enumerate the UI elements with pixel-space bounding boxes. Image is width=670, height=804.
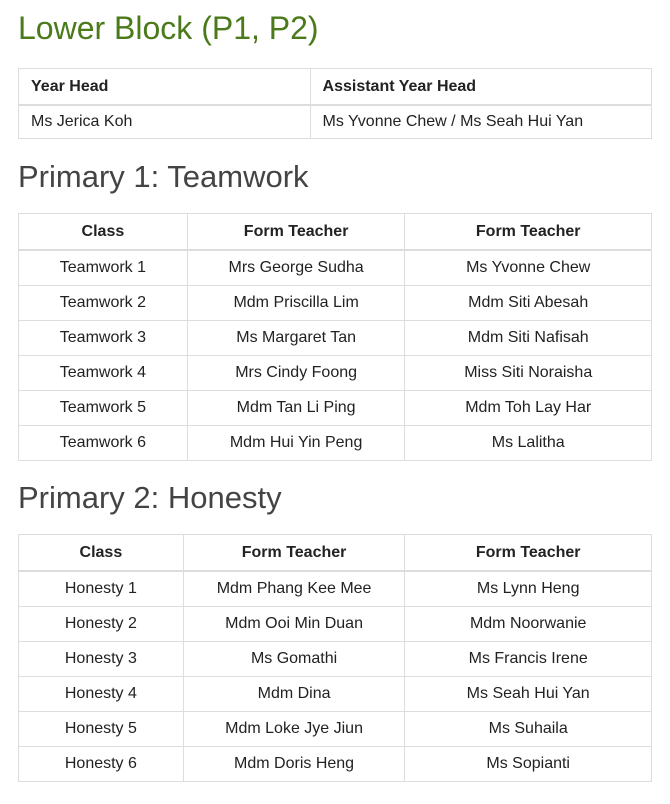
table-cell: Teamwork 5 — [19, 391, 188, 426]
page-title: Lower Block (P1, P2) — [18, 10, 319, 46]
table-cell: Mdm Siti Nafisah — [405, 321, 652, 356]
table-row — [19, 571, 652, 607]
table-cell: Mdm Tan Li Ping — [187, 391, 405, 426]
table-row — [19, 250, 652, 286]
table-cell: Teamwork 4 — [19, 356, 188, 391]
table-cell: Mdm Toh Lay Har — [405, 391, 652, 426]
table-row — [19, 391, 652, 426]
table-cell: Ms Margaret Tan — [187, 321, 405, 356]
table-row — [19, 426, 652, 461]
table-header-row — [19, 69, 652, 106]
primary-2-table — [18, 534, 652, 782]
table-row — [19, 321, 652, 356]
table-cell: Mrs George Sudha — [187, 250, 405, 286]
table-row — [19, 677, 652, 712]
table-cell: Teamwork 3 — [19, 321, 188, 356]
year-head-table — [18, 68, 652, 139]
table-row — [19, 607, 652, 642]
table-cell: Ms Lynn Heng — [405, 571, 652, 607]
table-cell: Ms Francis Irene — [405, 642, 652, 677]
column-header: Form Teacher — [187, 214, 405, 251]
table-cell: Honesty 6 — [19, 747, 184, 782]
primary-1-table — [18, 213, 652, 461]
table-cell: Honesty 2 — [19, 607, 184, 642]
table-cell: Mdm Noorwanie — [405, 607, 652, 642]
column-header: Year Head — [19, 69, 311, 106]
table-row — [19, 747, 652, 782]
table-cell: Mdm Hui Yin Peng — [187, 426, 405, 461]
section-heading-p1: Primary 1: Teamwork — [18, 159, 309, 194]
table-row — [19, 356, 652, 391]
table-cell: Mdm Siti Abesah — [405, 286, 652, 321]
table-row — [19, 712, 652, 747]
table-cell: Ms Sopianti — [405, 747, 652, 782]
table-cell: Ms Jerica Koh — [19, 105, 311, 139]
table-cell: Ms Yvonne Chew — [405, 250, 652, 286]
table-cell: Honesty 1 — [19, 571, 184, 607]
table-cell: Ms Suhaila — [405, 712, 652, 747]
table-cell: Honesty 3 — [19, 642, 184, 677]
table-cell: Mdm Ooi Min Duan — [183, 607, 405, 642]
table-cell: Teamwork 1 — [19, 250, 188, 286]
section-heading-p2: Primary 2: Honesty — [18, 480, 282, 515]
table-cell: Mdm Phang Kee Mee — [183, 571, 405, 607]
column-header: Form Teacher — [405, 214, 652, 251]
table-cell: Teamwork 6 — [19, 426, 188, 461]
table-header-row — [19, 535, 652, 572]
table-cell: Teamwork 2 — [19, 286, 188, 321]
table-header-row — [19, 214, 652, 251]
table-cell: Honesty 5 — [19, 712, 184, 747]
table-cell: Ms Lalitha — [405, 426, 652, 461]
table-cell: Mdm Loke Jye Jiun — [183, 712, 405, 747]
table-cell: Mrs Cindy Foong — [187, 356, 405, 391]
table-cell: Mdm Priscilla Lim — [187, 286, 405, 321]
column-header: Form Teacher — [183, 535, 405, 572]
column-header: Form Teacher — [405, 535, 652, 572]
table-cell: Honesty 4 — [19, 677, 184, 712]
column-header: Assistant Year Head — [310, 69, 651, 106]
table-cell: Ms Yvonne Chew / Ms Seah Hui Yan — [310, 105, 651, 139]
table-row — [19, 286, 652, 321]
table-cell: Mdm Doris Heng — [183, 747, 405, 782]
table-cell: Ms Seah Hui Yan — [405, 677, 652, 712]
column-header: Class — [19, 535, 184, 572]
table-cell: Miss Siti Noraisha — [405, 356, 652, 391]
table-row — [19, 642, 652, 677]
table-cell: Mdm Dina — [183, 677, 405, 712]
table-cell: Ms Gomathi — [183, 642, 405, 677]
column-header: Class — [19, 214, 188, 251]
table-row — [19, 105, 652, 139]
